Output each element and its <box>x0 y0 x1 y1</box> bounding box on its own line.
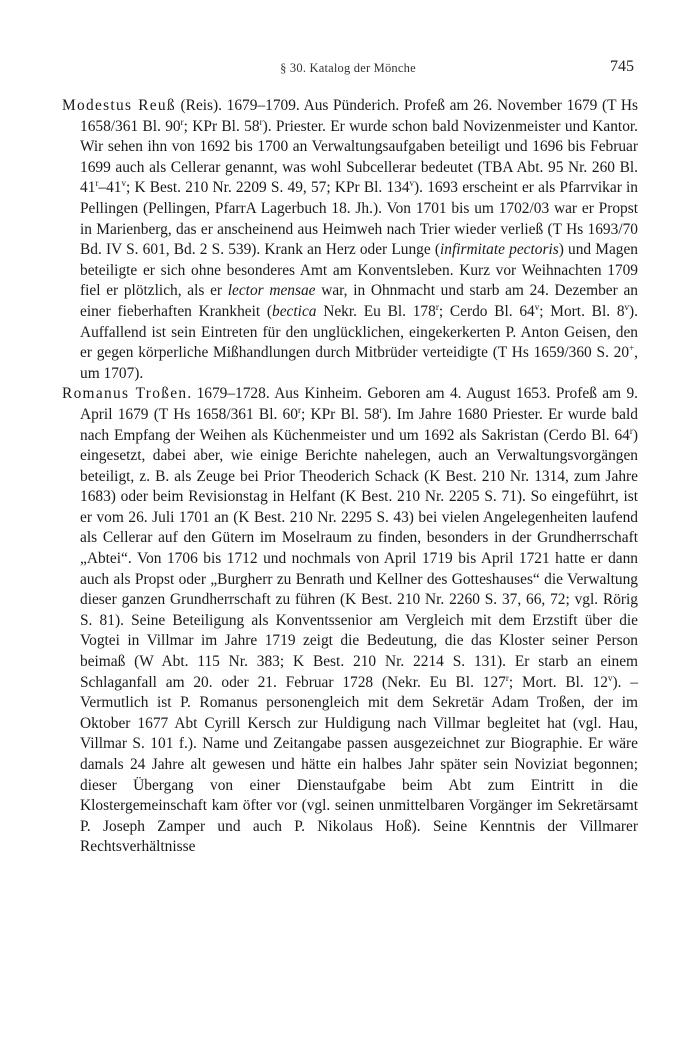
entry-modestus-reuss: Modestus Reuß (Reis). 1679–1709. Aus Pünderich. Profeß am 26. November 1679 (T Hs 1658/361 Bl. 90$^r$; KPr Bl. 58$^r$). Priester. Er wurde schon bald Novizenmeister und Kantor. Wir sehen ihn von 1692 bis 1700 an Verwaltungsaufgaben beteiligt und 1696 bis Februar 1699 auch als Cellerar genannt, was wohl Subcellerar bedeutet (TBA Abt. 95 Nr. 260 Bl. 41$^r$–41$^v$; K Best. 210 Nr. 2209 S. 49, 57; KPr Bl. 134$^v$). 1693 erscheint er als Pfarrvikar in Pellingen (Pellingen, PfarrA Lagerbuch 18. Jh.). Von 1701 bis um 1702/03 war er Propst in Marienberg, das er anscheinend aus Heimweh nach Trier wieder verließ (T Hs 1693/70 Bd. IV S. 601, Bd. 2 S. 539). Krank an Herz oder Lunge (infirmitate pectoris) und Magen beteiligte er sich ohne besonderes Amt am Konventsleben. Kurz vor Weihnachten 1709 fiel er plötzlich, als er lector mensae war, in Ohnmacht und starb am 24. Dezember an einer fieberhaften Krankheit (bectica Nekr. Eu Bl. 178$^r$; Cerdo Bl. 64$^v$; Mort. Bl. 8$^v$). Auffallend ist sein Eintreten für den unglücklichen, eingekerkerten P. Anton Geisen, den er gegen körperliche Mißhandlungen durch Mitbrüder verteidigte (T Hs 1659/360 S. 20+, um 1707). <box>62 97 639 382</box>
entry-name: Modestus Reuß <box>62 97 176 114</box>
entry-name: Romanus Troßen <box>62 385 188 403</box>
entry-romanus-trossen: Romanus Troßen. 1679–1728. Aus Kinheim. Geboren am 4. August 1653. Profeß am 9. April 1679 (T Hs 1658/361 Bl. 60$^r$; KPr Bl. 58$^r$). Im Jahre 1680 Priester. Er wurde bald nach Empfang der Weihen als Küchenmeister und um 1692 als Sakristan (Cerdo Bl. 64$^r$) eingesetzt, dabei aber, wie einige Berichte nahelegen, auch an Verwaltungsvorgängen beteiligt, z. B. als Zeuge bei Prior Theoderich Schack (K Best. 210 Nr. 1314, zum Jahre 1683) oder beim Revisionstag in Helfant (K Best. 210 Nr. 2205 S. 71). So eingeführt, ist er vom 26. Juli 1701 an (K Best. 210 Nr. 2295 S. 43) bei vielen Angelegenheiten laufend als Cellerar auf den Gütern im Moselraum zu finden, besonders in der Grundherrschaft „Abtei“. Von 1706 bis 1712 und nochmals von April 1719 bis April 1721 hatte er dann auch als Propst oder „Burgherr zu Benrath und Kellner des Gotteshauses“ die Verwaltung dieser ganzen Grundherrschaft zu führen (K Best. 210 Nr. 2260 S. 37, 66, 72; vgl. Rörig S. 81). Seine Beteiligung als Konventssenior am Vergleich mit dem Erzstift über die Vogtei in Villmar im Jahre 1719 zeigt die Bedeutung, die das Kloster seiner Person beimaß (W Abt. 115 Nr. 383; K Best. 210 Nr. 2214 S. 131). Er starb an einem Schlaganfall am 20. oder 21. Februar 1728 (Nekr. Eu Bl. 127$^r$; Mort. Bl. 12$^v$). – Vermutlich ist P. Romanus personengleich mit dem Sekretär Adam Troßen, der im Oktober 1677 Abt Cyrill Kersch zur Huldigung nach Villmar begleitet hat (vgl. Hau, Villmar S. 101 f.). Name und Zeitangabe passen ausgezeichnet zur Biographie. Er wäre damals 24 Jahre alt gewesen und hätte ein halbes Jahr später sein Noviziat begonnen; dieser Übergang von einer Dienstaufgabe beim Abt zum Eintritt in die Klostergemeinschaft kam öfter vor (vgl. seinen unmittelbaren Vorgänger im Sekretärsamt P. Joseph Zamper und auch P. Nikolaus Hoß). Seine Kenntnis der Villmarer Rechtsverhältnisse <box>62 385 638 856</box>
running-head: § 30. Katalog der Mönche <box>280 61 416 75</box>
page-number: 745 <box>610 58 634 75</box>
page-header <box>62 58 634 78</box>
latin-phrase: lector mensae <box>227 282 316 300</box>
latin-phrase: infirmitate pectoris <box>439 241 559 259</box>
catalog-text <box>62 96 638 858</box>
latin-phrase: bectica <box>272 302 317 320</box>
